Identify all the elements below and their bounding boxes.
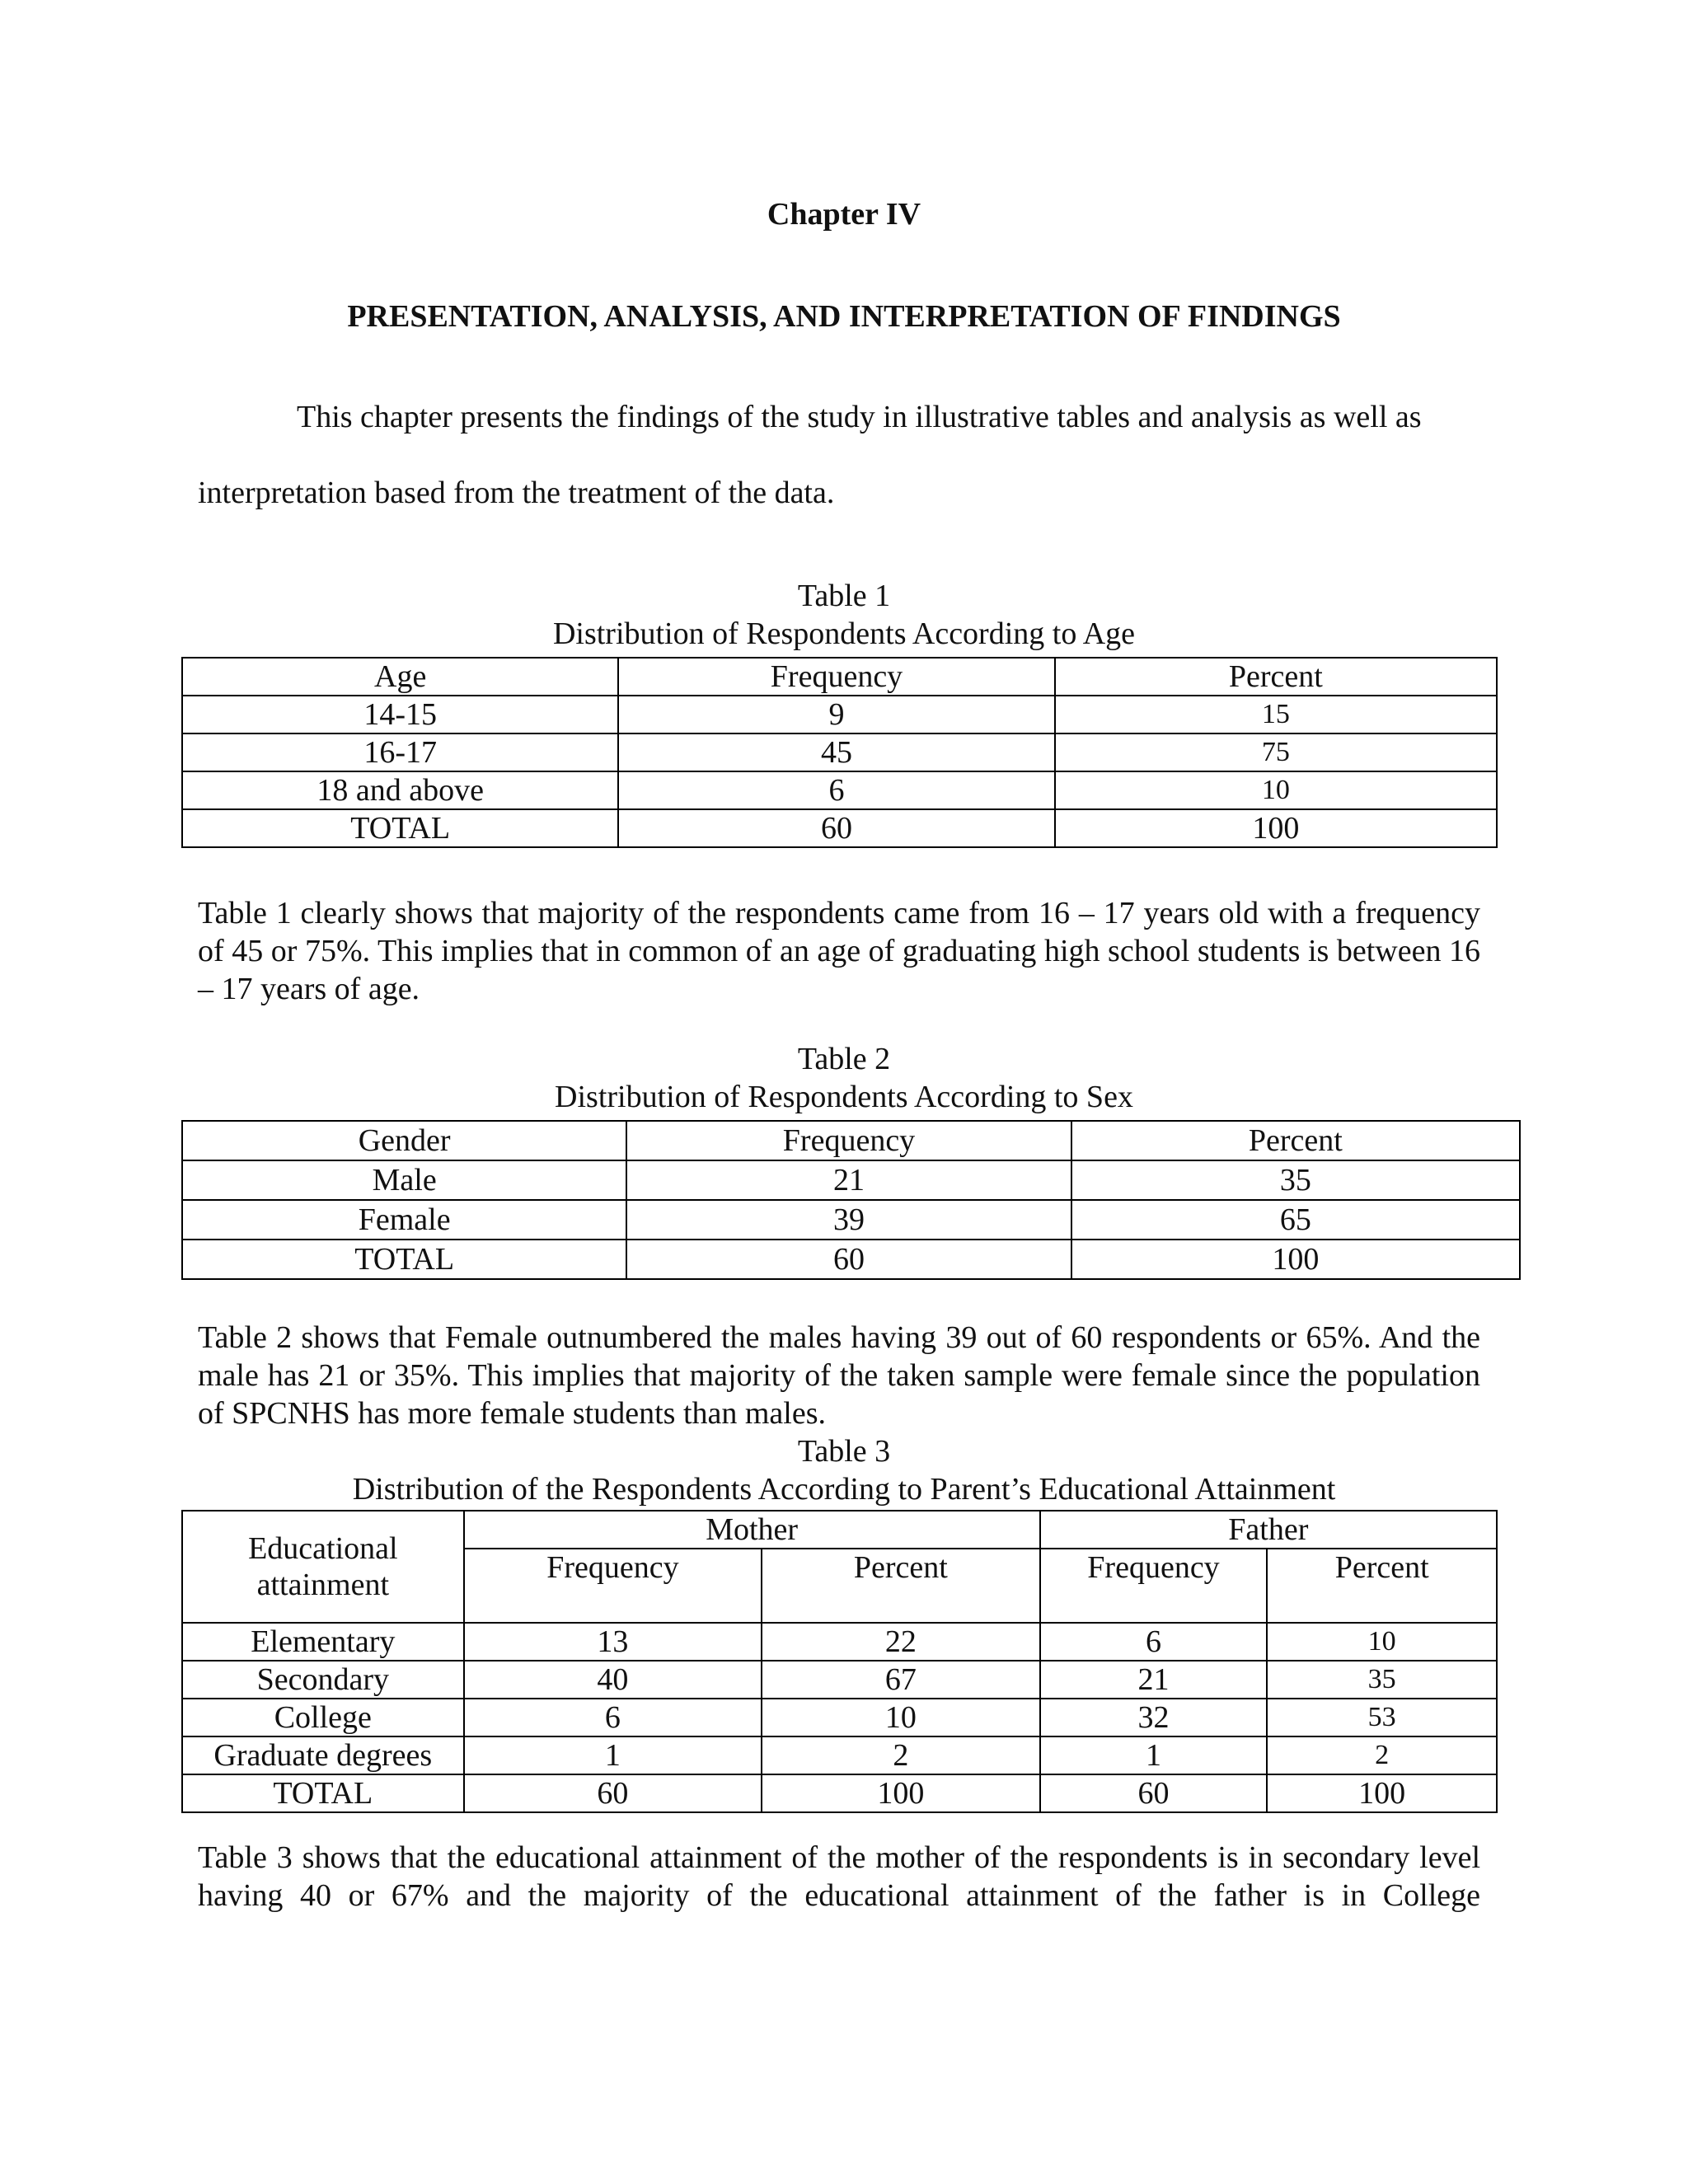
table-total-row <box>182 1774 1497 1812</box>
table-cell: 60 <box>626 1240 1071 1279</box>
table-header-row <box>182 1121 1520 1160</box>
table-cell: 35 <box>1267 1661 1497 1699</box>
header-cell: Gender <box>182 1121 626 1160</box>
table-cell: Female <box>182 1200 626 1240</box>
table-cell: 2 <box>1267 1736 1497 1774</box>
header-cell: Age <box>182 658 618 696</box>
table1-age-distribution <box>181 657 1498 848</box>
header-cell: Percent <box>1267 1549 1497 1623</box>
table-cell: TOTAL <box>182 809 618 847</box>
table-cell: Male <box>182 1160 626 1200</box>
table-cell: 60 <box>1040 1774 1268 1812</box>
table-cell: College <box>182 1699 464 1736</box>
group-header-mother: Mother <box>464 1511 1040 1549</box>
table-total-row <box>182 1240 1520 1279</box>
table-row <box>182 1736 1497 1774</box>
table-cell: 18 and above <box>182 771 618 809</box>
table-cell: 1 <box>464 1736 762 1774</box>
table-cell: 45 <box>618 733 1054 771</box>
table-cell: 75 <box>1055 733 1497 771</box>
table-row <box>182 1623 1497 1661</box>
header-cell: Frequency <box>464 1549 762 1623</box>
table-cell: 100 <box>1267 1774 1497 1812</box>
table2-label: Table 2 <box>797 1042 891 1076</box>
table-row <box>182 1200 1520 1240</box>
table-cell: 16-17 <box>182 733 618 771</box>
table3-analysis: Table 3 shows that the educational attainment of the mother of the respondents is in secondary level having 40 or 67% and the majority of the educational attainment of the father is in College <box>198 1840 1480 1913</box>
table-cell: TOTAL <box>182 1774 464 1812</box>
header-cell: Frequency <box>1040 1549 1268 1623</box>
table-cell: 9 <box>618 696 1054 733</box>
table-cell: 22 <box>762 1623 1039 1661</box>
table-cell: 10 <box>1055 771 1497 809</box>
table-cell: 100 <box>1055 809 1497 847</box>
table2-analysis: Table 2 shows that Female outnumbered the males having 39 out of 60 respondents or 65%. And the male has 21 or 35%. This implies that majority of the taken sample were female since the population of SPCNHS has more female students than males. <box>198 1320 1480 1431</box>
table-cell: 2 <box>762 1736 1039 1774</box>
table-row <box>182 733 1497 771</box>
table-cell: 15 <box>1055 696 1497 733</box>
table-cell: 100 <box>762 1774 1039 1812</box>
table-cell: 100 <box>1071 1240 1520 1279</box>
table-cell: 39 <box>626 1200 1071 1240</box>
table-cell: 32 <box>1040 1699 1268 1736</box>
header-cell: Percent <box>1055 658 1497 696</box>
chapter-heading: PRESENTATION, ANALYSIS, AND INTERPRETATION OF FINDINGS <box>347 299 1341 334</box>
table-cell: TOTAL <box>182 1240 626 1279</box>
table-cell: 10 <box>1267 1623 1497 1661</box>
table2-sex-distribution <box>181 1120 1521 1280</box>
table2-title: Distribution of Respondents According to Sex <box>555 1080 1133 1114</box>
chapter-title: Chapter IV <box>767 197 921 232</box>
group-header-father: Father <box>1040 1511 1497 1549</box>
table-row <box>182 1699 1497 1736</box>
table1-analysis: Table 1 clearly shows that majority of the respondents came from 16 – 17 years old with a frequency of 45 or 75%. This implies that in common of an age of graduating high school students is between 16 – 17 years of age. <box>198 896 1480 1006</box>
table-cell: 35 <box>1071 1160 1520 1200</box>
header-cell: Frequency <box>618 658 1054 696</box>
table-cell: 6 <box>1040 1623 1268 1661</box>
table-cell: Elementary <box>182 1623 464 1661</box>
table3-label: Table 3 <box>797 1434 891 1469</box>
table-cell: 14-15 <box>182 696 618 733</box>
table-cell: 21 <box>1040 1661 1268 1699</box>
intro-line-1: This chapter presents the findings of the study in illustrative tables and analysis as well as <box>297 400 1422 434</box>
table-cell: 21 <box>626 1160 1071 1200</box>
table-cell: Graduate degrees <box>182 1736 464 1774</box>
header-cell: Frequency <box>626 1121 1071 1160</box>
table-row <box>182 771 1497 809</box>
table-cell: 53 <box>1267 1699 1497 1736</box>
table3-parent-education <box>181 1510 1498 1813</box>
table-header-row <box>182 658 1497 696</box>
table-row <box>182 696 1497 733</box>
table1-title: Distribution of Respondents According to Age <box>552 616 1136 651</box>
table-cell: 10 <box>762 1699 1039 1736</box>
table-cell: 60 <box>464 1774 762 1812</box>
table-cell: Secondary <box>182 1661 464 1699</box>
table-cell: 40 <box>464 1661 762 1699</box>
table-cell: 6 <box>464 1699 762 1736</box>
table-row <box>182 1160 1520 1200</box>
table-group-header-row <box>182 1511 1497 1549</box>
table-total-row <box>182 809 1497 847</box>
table-row <box>182 1661 1497 1699</box>
intro-line-2: interpretation based from the treatment of the data. <box>198 476 835 510</box>
header-cell: Percent <box>762 1549 1039 1623</box>
table-cell: 1 <box>1040 1736 1268 1774</box>
table3-title: Distribution of the Respondents According to Parent’s Educational Attainment <box>352 1472 1336 1507</box>
row-header-cell: Educational attainment <box>182 1511 464 1623</box>
table-cell: 67 <box>762 1661 1039 1699</box>
table-cell: 6 <box>618 771 1054 809</box>
table-cell: 13 <box>464 1623 762 1661</box>
table-cell: 60 <box>618 809 1054 847</box>
table1-label: Table 1 <box>797 579 891 613</box>
table-cell: 65 <box>1071 1200 1520 1240</box>
header-cell: Percent <box>1071 1121 1520 1160</box>
